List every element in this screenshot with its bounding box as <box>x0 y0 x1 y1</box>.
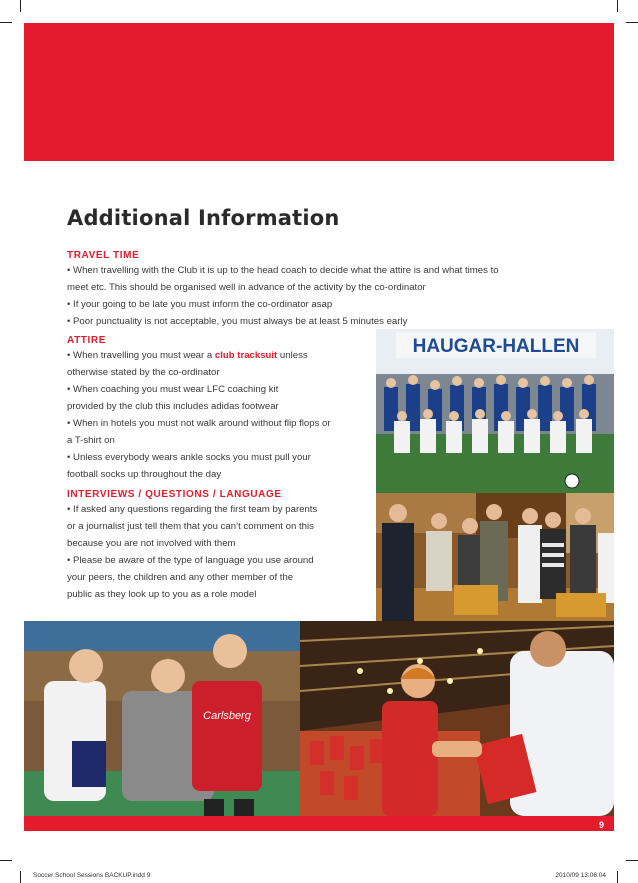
travel-line: • If your going to be late you must inform the co-ordinator asap <box>67 299 333 310</box>
attire-line <box>67 347 372 364</box>
attire-line-suffix: unless <box>277 350 308 361</box>
attire-line: a T-shirt on <box>67 435 115 446</box>
attire-line: football socks up throughout the day <box>67 469 222 480</box>
attire-line: • When coaching you must wear LFC coaching kit <box>67 384 279 395</box>
interviews-line: • If asked any questions regarding the first team by parents <box>67 504 318 515</box>
crop-mark <box>0 860 12 861</box>
slug-filename: Soccer School Sessions BACKUP.indd 9 <box>33 872 151 879</box>
travel-heading: TRAVEL TIME <box>67 250 140 261</box>
attire-heading: ATTIRE <box>67 335 106 346</box>
interviews-line: or a journalist just tell them that you can’t comment on this <box>67 521 314 532</box>
crop-mark <box>20 0 21 12</box>
attire-line: otherwise stated by the co-ordinator <box>67 367 220 378</box>
attire-line: provided by the club this includes adidas footwear <box>67 401 279 412</box>
attire-text <box>67 347 372 483</box>
interviews-line: • Please be aware of the type of language you use around <box>67 555 314 566</box>
sports-hall-photo <box>300 621 614 816</box>
crop-mark <box>20 871 21 883</box>
team-sign-text: HAUGAR-HALLEN <box>412 336 580 357</box>
crop-mark <box>626 860 638 861</box>
club-tracksuit-highlight: club tracksuit <box>214 350 278 361</box>
page-number: 9 <box>598 820 604 830</box>
shirt-sponsor-text: Carlsberg <box>203 710 251 722</box>
crop-mark <box>617 0 618 12</box>
crop-mark <box>626 22 638 23</box>
team-photo <box>376 329 614 493</box>
footer-red-band <box>24 816 614 831</box>
attire-line: • When in hotels you must not walk around without flip flops or <box>67 418 331 429</box>
coach-children-photo <box>24 621 300 816</box>
header-red-band <box>24 23 614 161</box>
crop-mark <box>617 871 618 883</box>
travel-line: • Poor punctuality is not acceptable, you must always be at least 5 minutes early <box>67 316 408 327</box>
page-title: Additional Information <box>67 206 340 230</box>
attire-line: • Unless everybody wears ankle socks you must pull your <box>67 452 311 463</box>
travel-line: meet etc. This should be organised well in advance of the activity by the co-ordinator <box>67 282 426 293</box>
interviews-text <box>67 501 372 603</box>
travel-line: • When travelling with the Club it is up to the head coach to decide what the attire is and what times to <box>67 265 499 276</box>
attire-line-prefix: • When travelling you must wear a <box>67 350 215 361</box>
interviews-line: public as they look up to you as a role model <box>67 589 257 600</box>
interview-room-photo <box>376 493 614 621</box>
interviews-line: because you are not involved with them <box>67 538 236 549</box>
slug-timestamp: 2010/09 13:06:04 <box>555 872 606 879</box>
crop-mark <box>0 22 12 23</box>
interviews-heading: INTERVIEWS / QUESTIONS / LANGUAGE <box>67 489 282 500</box>
travel-text <box>67 262 587 330</box>
interviews-line: your peers, the children and any other member of the <box>67 572 294 583</box>
